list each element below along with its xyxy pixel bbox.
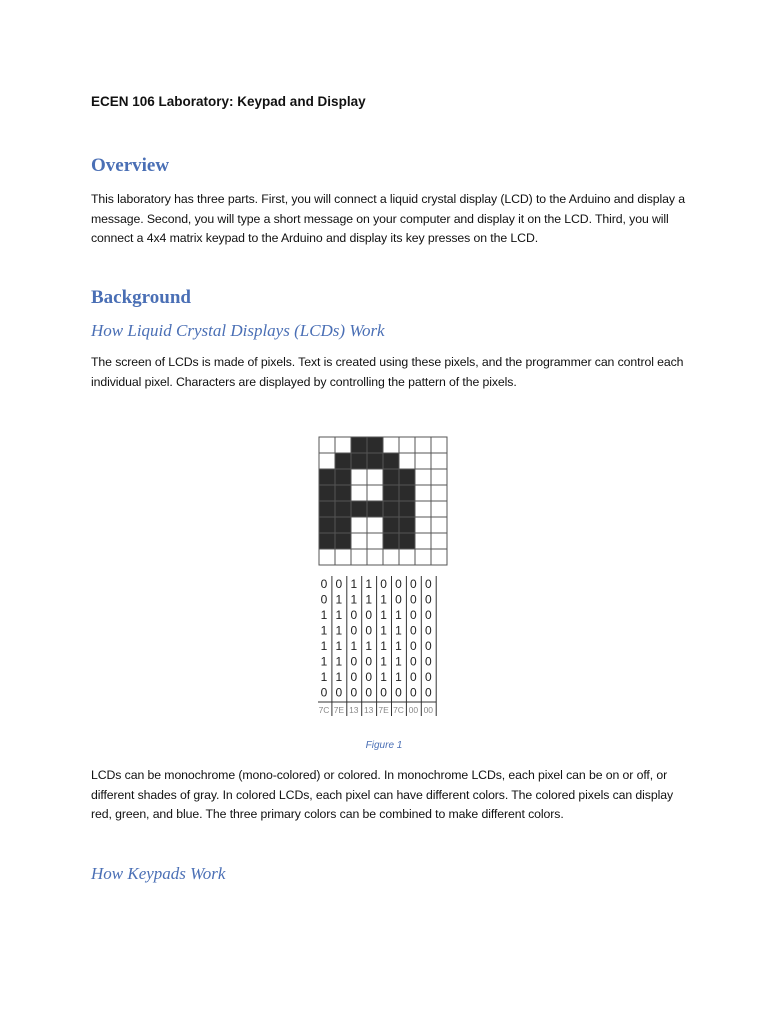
bit-value: 0 — [410, 592, 417, 607]
pixel-cell — [319, 437, 335, 453]
pixel-cell — [431, 501, 447, 517]
hex-code: 7E — [333, 705, 345, 715]
pixel-cell — [367, 485, 383, 501]
bit-value: 0 — [365, 670, 373, 684]
bit-value: 0 — [424, 592, 432, 607]
pixel-cell — [367, 453, 383, 469]
pixel-cell — [399, 501, 415, 517]
bit-value: 0 — [424, 654, 432, 669]
pixel-cell — [431, 437, 447, 453]
hex-code: 00 — [423, 705, 434, 715]
overview-heading: Overview — [91, 155, 170, 176]
pixel-cell — [319, 549, 335, 565]
pixel-cell — [415, 437, 431, 453]
bit-value: 0 — [320, 592, 328, 607]
pixel-cell — [383, 469, 399, 485]
bit-value: 1 — [335, 608, 343, 622]
bit-value: 1 — [320, 654, 328, 669]
pixel-cell — [319, 453, 335, 469]
hex-code: 13 — [363, 705, 374, 715]
bit-value: 0 — [410, 577, 417, 591]
pixel-cell — [367, 533, 383, 549]
bit-value: 1 — [395, 608, 402, 622]
pixel-cell — [319, 469, 335, 485]
bit-value: 0 — [410, 685, 417, 700]
bit-value: 1 — [380, 639, 387, 653]
pixel-cell — [335, 533, 351, 549]
bit-value: 0 — [365, 685, 373, 700]
bit-value: 0 — [350, 608, 358, 622]
bit-value: 0 — [424, 670, 432, 684]
bit-value: 0 — [320, 577, 328, 591]
bit-value: 0 — [424, 685, 432, 700]
bit-value: 1 — [350, 639, 358, 653]
pixel-cell — [351, 437, 367, 453]
bit-value: 1 — [380, 670, 387, 684]
bit-value: 0 — [335, 685, 343, 700]
hex-code: 7C — [393, 705, 404, 715]
pixel-cell — [399, 517, 415, 533]
pixel-cell — [415, 517, 431, 533]
bit-value: 1 — [395, 623, 402, 638]
pixel-cell — [383, 549, 399, 565]
bit-value: 0 — [410, 623, 417, 638]
pixel-cell — [383, 517, 399, 533]
bit-value: 0 — [395, 592, 402, 607]
pixel-cell — [367, 517, 383, 533]
pixel-cell — [319, 517, 335, 533]
pixel-cell — [383, 453, 399, 469]
bit-value: 1 — [395, 654, 402, 669]
bit-value: 0 — [380, 685, 387, 700]
pixel-cell — [351, 469, 367, 485]
pixel-cell — [383, 437, 399, 453]
pixel-cell — [431, 517, 447, 533]
bit-value: 0 — [424, 577, 432, 591]
bit-value: 1 — [380, 608, 387, 622]
pixel-cell — [319, 533, 335, 549]
pixel-cell — [335, 517, 351, 533]
pixel-cell — [399, 453, 415, 469]
pixel-cell — [431, 549, 447, 565]
bit-value: 0 — [395, 577, 402, 591]
pixel-cell — [335, 549, 351, 565]
hex-code: 7C — [318, 705, 330, 715]
pixel-cell — [415, 469, 431, 485]
lcd-section-heading: How Liquid Crystal Displays (LCDs) Work — [91, 321, 385, 340]
pixel-cell — [319, 501, 335, 517]
bit-value: 1 — [335, 639, 343, 653]
bit-value: 1 — [380, 654, 387, 669]
pixel-cell — [367, 437, 383, 453]
pixel-cell — [351, 485, 367, 501]
pixel-cell — [431, 469, 447, 485]
pixel-cell — [335, 485, 351, 501]
pixel-cell — [415, 549, 431, 565]
lcd-paragraph-2: LCDs can be monochrome (mono-colored) or colored. In monochrome LCDs, each pixel can be on or off, or different shades of gray. In colored LCDs, each pixel can have different colors. The colored pixels can display red, green, and blue. The three primary colors can be combined to make different colors. — [91, 768, 673, 821]
bit-value: 0 — [350, 685, 358, 700]
hex-code: 00 — [408, 705, 419, 715]
pixel-cell — [399, 437, 415, 453]
bit-value: 1 — [350, 577, 358, 591]
bit-value: 0 — [410, 639, 417, 653]
bit-value: 1 — [395, 670, 402, 684]
bit-value: 0 — [410, 608, 417, 622]
keypad-section-heading: How Keypads Work — [91, 864, 226, 883]
bit-value: 1 — [335, 623, 343, 638]
bit-value: 0 — [424, 623, 432, 638]
bit-value: 0 — [365, 608, 373, 622]
figure-caption: Figure 1 — [365, 740, 403, 751]
pixel-cell — [415, 453, 431, 469]
bit-value: 1 — [365, 639, 373, 653]
bit-value: 0 — [335, 577, 343, 591]
document-title: ECEN 106 Laboratory: Keypad and Display — [91, 94, 366, 109]
hex-code: 7E — [378, 705, 389, 715]
hex-code: 13 — [349, 705, 359, 715]
pixel-cell — [399, 549, 415, 565]
bit-value: 1 — [335, 654, 343, 669]
bit-value: 0 — [410, 670, 417, 684]
pixel-cell — [415, 485, 431, 501]
pixel-cell — [351, 453, 367, 469]
pixel-cell — [367, 549, 383, 565]
bit-value: 0 — [395, 685, 402, 700]
background-heading: Background — [91, 287, 191, 308]
pixel-cell — [431, 485, 447, 501]
bit-value: 0 — [320, 685, 328, 700]
bit-value: 0 — [365, 654, 373, 669]
bit-value: 1 — [335, 592, 343, 607]
pixel-cell — [319, 485, 335, 501]
pixel-cell — [383, 485, 399, 501]
pixel-cell — [383, 501, 399, 517]
bit-value: 0 — [350, 670, 358, 684]
bit-value: 1 — [380, 623, 387, 638]
pixel-cell — [415, 501, 431, 517]
overview-paragraph: This laboratory has three parts. First, you will connect a liquid crystal display (LCD) to the Arduino and display a message. Second, you will type a short message on your computer and display it on the LCD. Third, you will connect a 4x4 matrix keypad to the Arduino and display its key presses on the LCD. — [91, 192, 685, 245]
pixel-cell — [351, 501, 367, 517]
pixel-cell — [431, 453, 447, 469]
pixel-cell — [335, 501, 351, 517]
pixel-cell — [383, 533, 399, 549]
bit-value: 1 — [380, 592, 387, 607]
pixel-cell — [367, 469, 383, 485]
pixel-cell — [335, 453, 351, 469]
bit-value: 0 — [424, 639, 432, 653]
pixel-cell — [335, 469, 351, 485]
bit-value: 0 — [350, 654, 358, 669]
pixel-cell — [399, 533, 415, 549]
pixel-cell — [415, 533, 431, 549]
bit-value: 0 — [424, 608, 432, 622]
bit-value: 1 — [365, 577, 373, 591]
bit-value: 0 — [380, 577, 387, 591]
bit-value: 0 — [350, 623, 358, 638]
bit-value: 1 — [320, 623, 328, 638]
pixel-cell — [335, 437, 351, 453]
lcd-paragraph-1: The screen of LCDs is made of pixels. Text is created using these pixels, and the programmer can control each individual pixel. Characters are displayed by controlling the pattern of the pixels. — [91, 355, 684, 389]
bit-value: 1 — [320, 639, 328, 653]
pixel-cell — [399, 485, 415, 501]
pixel-cell — [351, 533, 367, 549]
bit-value: 0 — [410, 654, 417, 669]
pixel-cell — [367, 501, 383, 517]
bit-value: 1 — [350, 592, 358, 607]
pixel-cell — [399, 469, 415, 485]
bit-value: 0 — [365, 623, 373, 638]
bit-value: 1 — [320, 608, 328, 622]
bit-value: 1 — [320, 670, 328, 684]
lcd-pixel-figure — [318, 436, 448, 716]
bit-value: 1 — [395, 639, 402, 653]
pixel-cell — [351, 549, 367, 565]
bit-value: 1 — [335, 670, 343, 684]
pixel-cell — [351, 517, 367, 533]
bit-value: 1 — [365, 592, 373, 607]
pixel-cell — [431, 533, 447, 549]
